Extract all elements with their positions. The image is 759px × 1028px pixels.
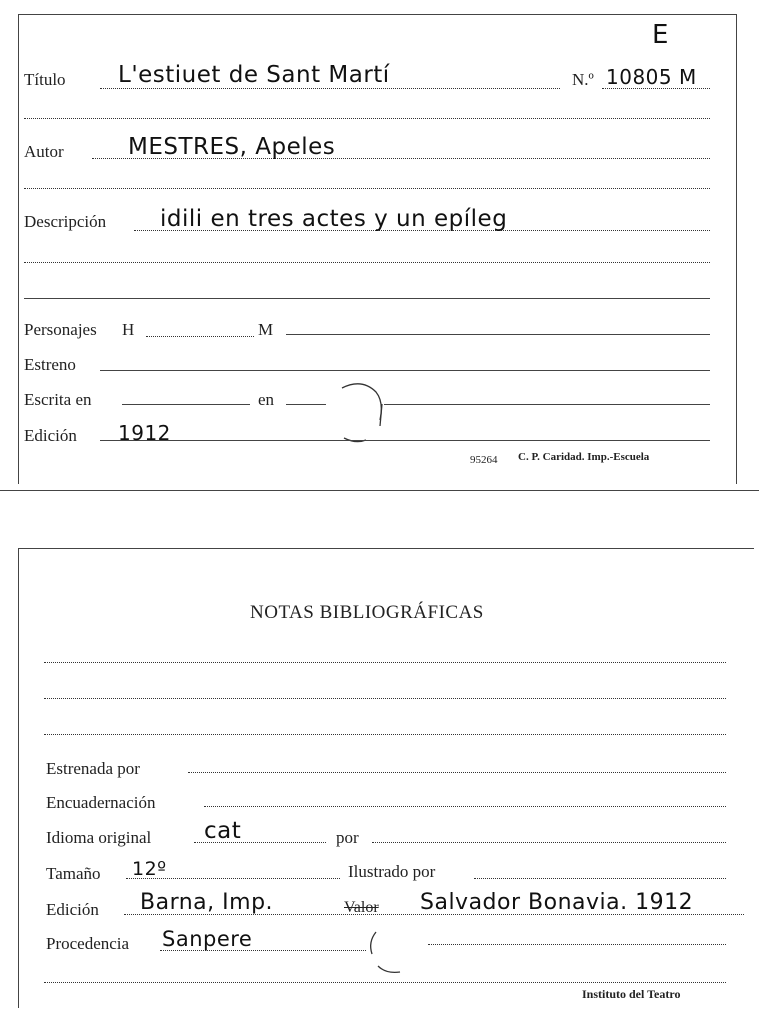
corner-mark: E — [652, 20, 669, 50]
card-front-top-border — [18, 14, 736, 15]
card-front-bottom-border — [0, 490, 759, 491]
numero-value: 10805 M — [606, 65, 697, 89]
tamano-label: Tamaño — [46, 864, 101, 883]
notas-line-1 — [44, 662, 726, 663]
edicion-back-label: Edición — [46, 900, 99, 919]
idioma-por-label: por — [336, 828, 359, 847]
escrita-en-label: en — [258, 390, 275, 409]
estrenada-line — [188, 772, 726, 773]
descripcion-line-2 — [24, 262, 710, 263]
notas-heading: NOTAS BIBLIOGRÁFICAS — [250, 602, 484, 623]
titulo-value: L'estiuet de Sant Martí — [118, 62, 390, 88]
personajes-m-label: M — [258, 320, 274, 339]
card-back-top-border — [18, 548, 754, 549]
titulo-line-2 — [24, 118, 710, 119]
autor-label: Autor — [24, 142, 64, 161]
hole-punch-mark-back — [364, 928, 408, 978]
idioma-label: Idioma original — [46, 828, 152, 847]
escrita-line — [122, 404, 250, 405]
estrenada-label: Estrenada por — [46, 759, 140, 778]
final-line — [44, 982, 726, 983]
edicion-back-value-start: Barna, Imp. — [140, 890, 274, 915]
encuadernacion-label: Encuadernación — [46, 793, 156, 812]
idioma-value: cat — [204, 818, 242, 844]
edicion-back-struck: Valor — [344, 899, 379, 916]
procedencia-line-2 — [428, 944, 726, 945]
printer-code: 95264 — [470, 454, 498, 466]
ilustrado-line — [474, 878, 726, 879]
descripcion-value: idili en tres actes y un epíleg — [160, 206, 508, 232]
titulo-line — [100, 88, 560, 89]
idioma-por-line — [372, 842, 726, 843]
printer-text: C. P. Caridad. Imp.-Escuela — [518, 451, 650, 463]
edicion-back-value-end: Salvador Bonavia. 1912 — [420, 890, 694, 915]
escrita-en-line — [286, 404, 326, 405]
personajes-m-line — [286, 334, 710, 335]
encuadernacion-line — [204, 806, 726, 807]
descripcion-label: Descripción — [24, 212, 107, 231]
titulo-label: Título — [24, 70, 66, 89]
footer-institute: Instituto del Teatro — [582, 987, 681, 1001]
procedencia-label: Procedencia — [46, 934, 130, 953]
edicion-label: Edición — [24, 426, 77, 445]
procedencia-value: Sanpere — [162, 927, 253, 951]
notas-line-3 — [44, 734, 726, 735]
estreno-line — [100, 370, 710, 371]
descripcion-line-3 — [24, 298, 710, 299]
card-front-left-border — [18, 14, 19, 484]
escrita-en-line-2 — [384, 404, 710, 405]
edicion-line — [100, 440, 710, 441]
card-front-right-border — [736, 14, 737, 484]
escrita-label: Escrita en — [24, 390, 92, 409]
personajes-label: Personajes — [24, 320, 97, 339]
personajes-h-line — [146, 336, 254, 337]
estreno-label: Estreno — [24, 355, 76, 374]
numero-label: N.º — [572, 70, 594, 89]
personajes-h-label: H — [122, 320, 135, 339]
autor-value: MESTRES, Apeles — [128, 134, 336, 160]
edicion-value: 1912 — [118, 421, 171, 445]
ilustrado-label: Ilustrado por — [348, 862, 436, 881]
tamano-value: 12º — [132, 858, 167, 880]
notas-line-2 — [44, 698, 726, 699]
autor-line-2 — [24, 188, 710, 189]
card-back-left-border — [18, 548, 19, 1008]
hole-punch-mark — [332, 380, 392, 444]
